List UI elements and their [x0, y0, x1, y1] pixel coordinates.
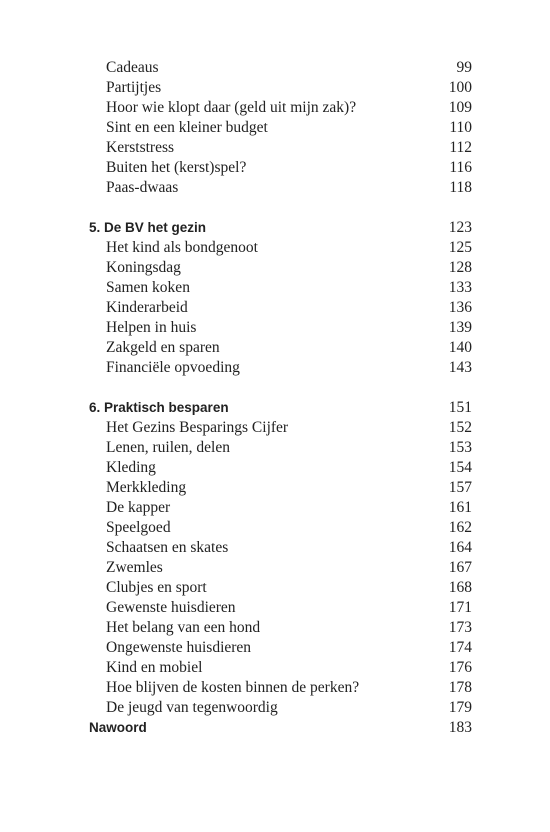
- toc-entry-page: 173: [448, 619, 472, 636]
- toc-entry: [0, 618, 550, 638]
- toc-entry-page: 125: [448, 239, 472, 256]
- toc-entry: [0, 698, 550, 718]
- toc-entry-title: Ongewenste huisdieren: [106, 639, 252, 656]
- toc-entry: [0, 298, 550, 318]
- toc-entry: [0, 498, 550, 518]
- chapter-page: 151: [448, 399, 472, 416]
- toc-entry: [0, 658, 550, 678]
- toc-entry: [0, 78, 550, 98]
- toc-entry: [0, 518, 550, 538]
- toc-entry: [0, 678, 550, 698]
- nawoord-title: Nawoord: [89, 720, 147, 735]
- toc-entry-page: 157: [448, 479, 472, 496]
- toc-entry-title: Het Gezins Besparings Cijfer: [106, 419, 289, 436]
- toc-entry-title: Lenen, ruilen, delen: [106, 439, 230, 456]
- toc-entry-title: Het belang van een hond: [106, 619, 261, 636]
- chapter-page: 123: [448, 219, 472, 236]
- toc-entry-page: 178: [448, 679, 472, 696]
- toc-entry: [0, 338, 550, 358]
- toc-entry: [0, 278, 550, 298]
- toc-entry-page: 154: [448, 459, 472, 476]
- table-of-contents: [0, 58, 550, 738]
- toc-entry-title: Samen koken: [106, 279, 190, 296]
- toc-entry: [0, 238, 550, 258]
- toc-entry-page: 99: [456, 59, 472, 76]
- toc-entry-page: 176: [448, 659, 472, 676]
- toc-entry: [0, 358, 550, 378]
- toc-entry: [0, 438, 550, 458]
- toc-entry-page: 164: [448, 539, 472, 556]
- toc-entry-title: De jeugd van tegenwoordig: [106, 699, 278, 716]
- toc-entry: [0, 98, 550, 118]
- toc-entry-title: Schaatsen en skates: [106, 539, 229, 556]
- toc-entry-page: 136: [448, 299, 472, 316]
- toc-chapter-5: [0, 218, 550, 238]
- toc-entry: [0, 178, 550, 198]
- toc-entry-title: Kind en mobiel: [106, 659, 203, 676]
- toc-entry: [0, 638, 550, 658]
- toc-entry-title: Zakgeld en sparen: [106, 339, 220, 356]
- toc-entry-page: 116: [449, 159, 472, 176]
- toc-entry: [0, 118, 550, 138]
- toc-entry-page: 153: [448, 439, 472, 456]
- toc-entry: [0, 58, 550, 78]
- toc-entry-title: Cadeaus: [106, 59, 159, 76]
- toc-entry-page: 110: [449, 119, 472, 136]
- toc-entry-page: 167: [448, 559, 472, 576]
- toc-entry-title: Zwemles: [106, 559, 163, 576]
- toc-entry: [0, 538, 550, 558]
- toc-entry-page: 112: [449, 139, 472, 156]
- toc-entry-title: Hoe blijven de kosten binnen de perken?: [106, 679, 360, 696]
- toc-section-group1: [0, 58, 550, 198]
- chapter-title: 5. De BV het gezin: [89, 220, 207, 235]
- chapter-title: 6. Praktisch besparen: [89, 400, 229, 415]
- toc-entry-page: 179: [448, 699, 472, 716]
- toc-entry: [0, 598, 550, 618]
- toc-entry-title: Helpen in huis: [106, 319, 197, 336]
- toc-entry-title: Gewenste huisdieren: [106, 599, 236, 616]
- toc-entry: [0, 578, 550, 598]
- toc-chapter-6: [0, 398, 550, 418]
- toc-entry: [0, 458, 550, 478]
- toc-entry-title: Kerststress: [106, 139, 175, 156]
- toc-entry-title: Hoor wie klopt daar (geld uit mijn zak)?: [106, 99, 357, 116]
- toc-entry-page: 174: [448, 639, 472, 656]
- toc-entry: [0, 418, 550, 438]
- toc-entry: [0, 478, 550, 498]
- toc-entry-page: 171: [448, 599, 472, 616]
- toc-entry-title: Koningsdag: [106, 259, 181, 276]
- toc-entry-page: 162: [448, 519, 472, 536]
- toc-entry-title: De kapper: [106, 499, 171, 516]
- toc-entry-title: Clubjes en sport: [106, 579, 207, 596]
- toc-section-chapter5: [0, 238, 550, 378]
- toc-entry-title: Sint en een kleiner budget: [106, 119, 268, 136]
- toc-entry: [0, 558, 550, 578]
- toc-entry-page: 139: [448, 319, 472, 336]
- toc-entry-page: 161: [448, 499, 472, 516]
- toc-entry-page: 152: [448, 419, 472, 436]
- toc-entry-title: Merkkleding: [106, 479, 187, 496]
- toc-entry-page: 100: [448, 79, 472, 96]
- toc-entry-title: Financiële opvoeding: [106, 359, 240, 376]
- toc-entry-page: 143: [448, 359, 472, 376]
- toc-entry: [0, 158, 550, 178]
- toc-entry-title: Paas-dwaas: [106, 179, 179, 196]
- toc-entry-title: Kinderarbeid: [106, 299, 188, 316]
- toc-entry-page: 128: [448, 259, 472, 276]
- toc-entry: [0, 258, 550, 278]
- nawoord-page: 183: [448, 719, 472, 736]
- toc-entry-page: 140: [448, 339, 472, 356]
- toc-entry-page: 133: [448, 279, 472, 296]
- toc-entry-page: 118: [449, 179, 472, 196]
- section-spacer: [0, 378, 550, 398]
- toc-entry-page: 109: [448, 99, 472, 116]
- toc-entry-title: Het kind als bondgenoot: [106, 239, 258, 256]
- toc-entry-title: Partijtjes: [106, 79, 162, 96]
- toc-entry: [0, 318, 550, 338]
- section-spacer: [0, 198, 550, 218]
- toc-entry-title: Kleding: [106, 459, 156, 476]
- toc-section-chapter6: [0, 418, 550, 718]
- toc-entry: [0, 138, 550, 158]
- toc-entry-title: Speelgoed: [106, 519, 171, 536]
- toc-entry-page: 168: [448, 579, 472, 596]
- toc-entry-title: Buiten het (kerst)spel?: [106, 159, 247, 176]
- toc-nawoord: [0, 718, 550, 738]
